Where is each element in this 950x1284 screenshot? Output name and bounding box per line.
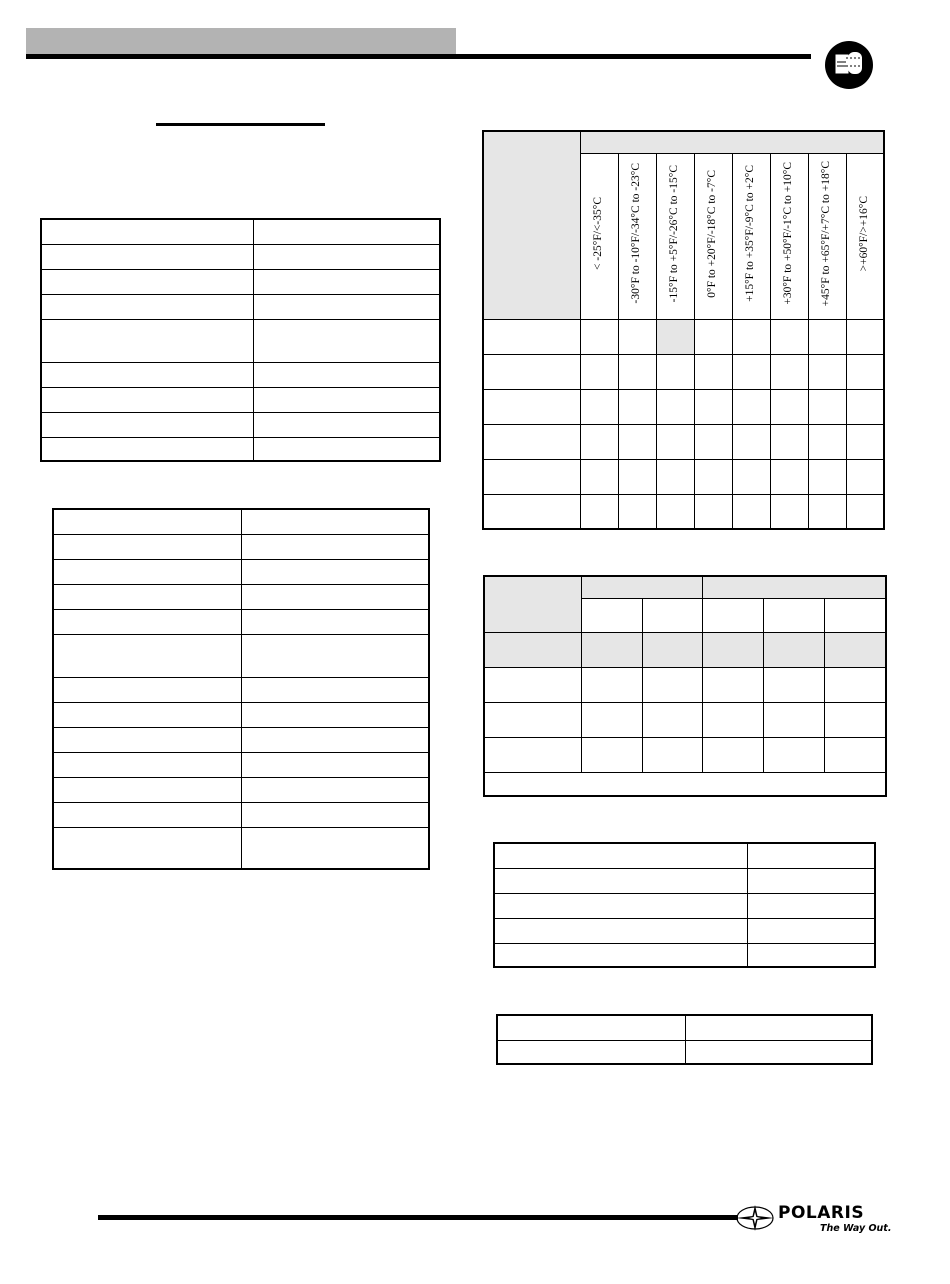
title-underline: [156, 123, 325, 126]
table-row: [483, 424, 884, 459]
table-row: [494, 843, 875, 868]
table-row: [41, 269, 440, 294]
header-rule: [26, 54, 811, 59]
temp-range-header: [808, 153, 846, 319]
table-row: [497, 1040, 872, 1064]
temp-range-header: [770, 153, 808, 319]
temp-range-header: [694, 153, 732, 319]
table-row: [483, 459, 884, 494]
temp-range-label: -15°F to +5°F/-26°C to -15°C: [668, 164, 681, 303]
table-row: [53, 702, 429, 727]
table-row: [53, 509, 429, 534]
clutch-spec-table: [483, 575, 887, 797]
temp-range-label: -30°F to -10°F/-34°C to -23°C: [630, 163, 643, 304]
table-row: [41, 362, 440, 387]
table-row: [53, 827, 429, 869]
table-row: [484, 772, 886, 796]
spec-table-2: [52, 508, 430, 870]
footer-rule: [98, 1215, 738, 1220]
highlighted-cell: [656, 319, 694, 354]
table-row: [483, 389, 884, 424]
clutch-corner-header: [484, 576, 581, 632]
table-row: [483, 494, 884, 529]
table-row: [53, 802, 429, 827]
clutch-group-header: [702, 576, 886, 598]
table-row: [41, 219, 440, 244]
temp-range-label: < -25°F/<-35°C: [592, 197, 605, 270]
temp-range-header: [846, 153, 884, 319]
table-row: [497, 1015, 872, 1040]
table-row: [53, 777, 429, 802]
temp-range-header: [618, 153, 656, 319]
table-row: [494, 868, 875, 893]
table-row: [53, 634, 429, 677]
table-row: [494, 918, 875, 943]
table-row: [41, 319, 440, 362]
table-row: [494, 893, 875, 918]
table-row: [41, 294, 440, 319]
compass-star-icon: [734, 1203, 776, 1233]
clutch-group-header: [581, 576, 702, 598]
table-row: [41, 387, 440, 412]
table-row: [53, 584, 429, 609]
table-row: [53, 677, 429, 702]
temp-range-label: 0°F to +20°F/-18°C to -7°C: [706, 169, 719, 298]
chart-corner-header: [483, 131, 580, 319]
temp-range-label: +15°F to +35°F/-9°C to +2°C: [744, 165, 757, 302]
table-row: [41, 437, 440, 461]
temp-range-label: +30°F to +50°F/-1°C to +10°C: [782, 162, 795, 305]
chart-temperature-group-header: [580, 131, 884, 153]
spec-table-1: [40, 218, 441, 462]
temp-range-label: +45°F to +65°F/+7°C to +18°C: [820, 160, 833, 307]
table-row: [53, 752, 429, 777]
temp-range-header: [656, 153, 694, 319]
snowmobile-chapter-icon: [824, 40, 874, 90]
table-row: [41, 412, 440, 437]
temp-range-header: [732, 153, 770, 319]
header-gray-bar: [26, 28, 456, 54]
brand-tagline: The Way Out.: [820, 1223, 892, 1234]
table-row: [483, 354, 884, 389]
table-row: [484, 702, 886, 737]
table-row: [483, 131, 884, 153]
small-spec-table-1: [493, 842, 876, 968]
temp-range-header: [580, 153, 618, 319]
table-row: [484, 576, 886, 598]
temperature-chart-table: [482, 130, 885, 530]
table-row: [483, 319, 884, 354]
table-row: [53, 727, 429, 752]
table-row: [53, 534, 429, 559]
small-spec-table-2: [496, 1014, 873, 1065]
table-row: [494, 943, 875, 967]
table-row: [484, 737, 886, 772]
table-row: [53, 559, 429, 584]
table-row: [41, 244, 440, 269]
table-row: [484, 667, 886, 702]
temp-range-label: >+60°F/>+16°C: [858, 195, 870, 272]
table-row: [484, 632, 886, 667]
table-row: [53, 609, 429, 634]
polaris-logo: POLARIS: [778, 1203, 865, 1223]
